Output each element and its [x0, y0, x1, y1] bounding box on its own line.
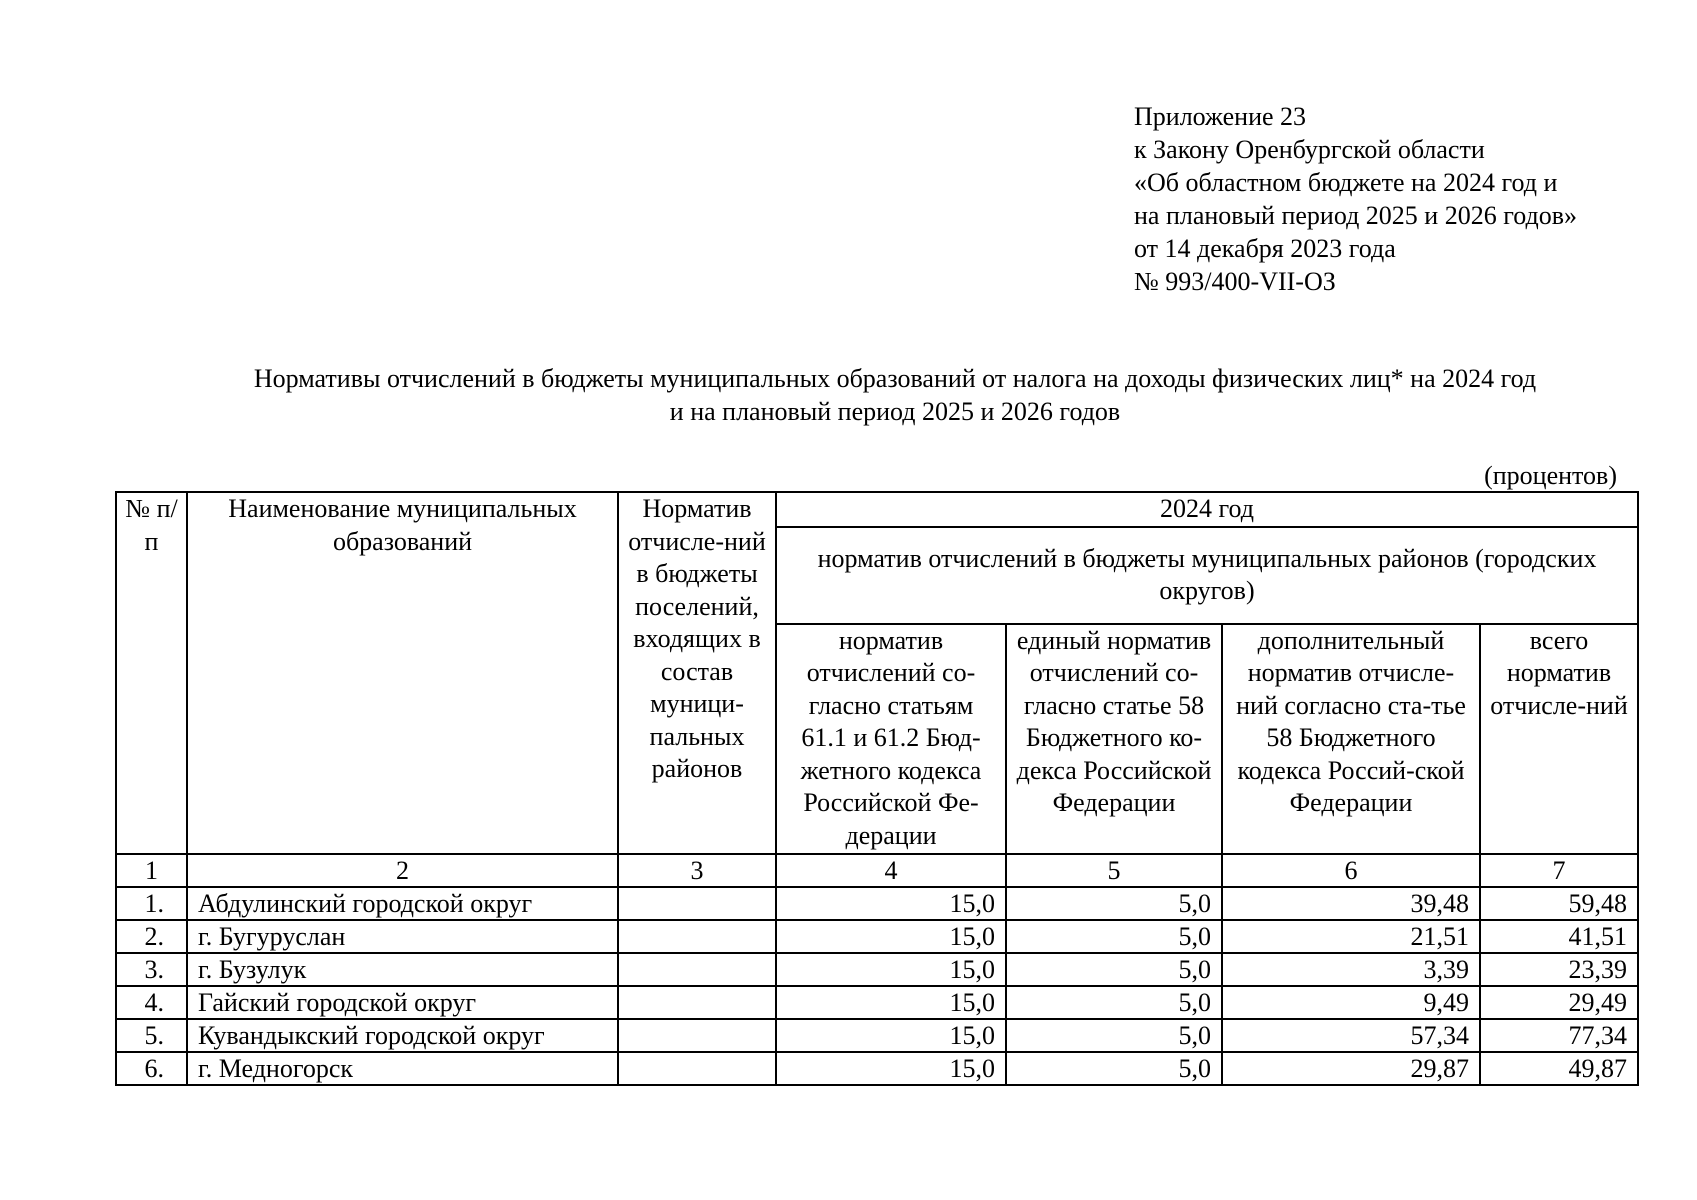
- total-value: 59,48: [1480, 887, 1638, 920]
- column-number: 3: [618, 854, 776, 887]
- table-row: [116, 1019, 1638, 1052]
- row-number: 6.: [116, 1052, 187, 1085]
- appendix-line: к Закону Оренбургской области: [1134, 135, 1485, 164]
- additional58-value: 39,48: [1222, 887, 1480, 920]
- municipality-name: Кувандыкский городской округ: [187, 1019, 618, 1052]
- total-value: 49,87: [1480, 1052, 1638, 1085]
- row-number: 3.: [116, 953, 187, 986]
- appendix-block: [1134, 100, 1577, 298]
- total-value: 23,39: [1480, 953, 1638, 986]
- additional58-value: 21,51: [1222, 920, 1480, 953]
- table-row: [116, 1052, 1638, 1085]
- municipality-name: г. Медногорск: [187, 1052, 618, 1085]
- single58-value: 5,0: [1006, 953, 1222, 986]
- municipality-name: г. Бугуруслан: [187, 920, 618, 953]
- table-row: [116, 887, 1638, 920]
- art611-value: 15,0: [776, 1019, 1006, 1052]
- column-number-row: [116, 854, 1638, 887]
- art611-value: 15,0: [776, 986, 1006, 1019]
- row-number: 4.: [116, 986, 187, 1019]
- header-settlements: Норматив отчисле-ний в бюджеты поселений, входящих в состав муници-пальных районов: [618, 492, 776, 854]
- single58-value: 5,0: [1006, 920, 1222, 953]
- column-number: 5: [1006, 854, 1222, 887]
- header-year: 2024 год: [776, 492, 1638, 527]
- column-number: 7: [1480, 854, 1638, 887]
- table-row: [116, 986, 1638, 1019]
- row-number: 5.: [116, 1019, 187, 1052]
- settlements-value: [618, 986, 776, 1019]
- header-art611: норматив отчислений со-гласно статьям 61.1 и 61.2 Бюд-жетного кодекса Российской Фе-дерации: [776, 624, 1006, 854]
- total-value: 41,51: [1480, 920, 1638, 953]
- column-number: 2: [187, 854, 618, 887]
- appendix-line: «Об областном бюджете на 2024 год и: [1134, 168, 1558, 197]
- norms-table: [115, 491, 1639, 1086]
- appendix-line: на плановый период 2025 и 2026 годов»: [1134, 201, 1577, 230]
- table-row: [116, 953, 1638, 986]
- settlements-value: [618, 1052, 776, 1085]
- total-value: 77,34: [1480, 1019, 1638, 1052]
- settlements-value: [618, 1019, 776, 1052]
- units-label: (процентов): [1484, 461, 1617, 490]
- additional58-value: 3,39: [1222, 953, 1480, 986]
- column-number: 6: [1222, 854, 1480, 887]
- column-number: 1: [116, 854, 187, 887]
- municipality-name: г. Бузулук: [187, 953, 618, 986]
- header-name: Наименование муниципальных образований: [187, 492, 618, 854]
- additional58-value: 9,49: [1222, 986, 1480, 1019]
- settlements-value: [618, 920, 776, 953]
- header-single58: единый норматив отчислений со-гласно статье 58 Бюджетного ко-декса Российской Федерации: [1006, 624, 1222, 854]
- total-value: 29,49: [1480, 986, 1638, 1019]
- additional58-value: 57,34: [1222, 1019, 1480, 1052]
- settlements-value: [618, 953, 776, 986]
- art611-value: 15,0: [776, 887, 1006, 920]
- column-number: 4: [776, 854, 1006, 887]
- municipality-name: Абдулинский городской округ: [187, 887, 618, 920]
- additional58-value: 29,87: [1222, 1052, 1480, 1085]
- row-number: 2.: [116, 920, 187, 953]
- appendix-line: Приложение 23: [1134, 102, 1307, 131]
- single58-value: 5,0: [1006, 1052, 1222, 1085]
- row-number: 1.: [116, 887, 187, 920]
- art611-value: 15,0: [776, 920, 1006, 953]
- single58-value: 5,0: [1006, 887, 1222, 920]
- header-num: № п/п: [116, 492, 187, 854]
- municipality-name: Гайский городской округ: [187, 986, 618, 1019]
- table-row: [116, 920, 1638, 953]
- art611-value: 15,0: [776, 1052, 1006, 1085]
- header-districts: норматив отчислений в бюджеты муниципальных районов (городских округов): [776, 527, 1638, 624]
- appendix-line: № 993/400-VII-ОЗ: [1134, 267, 1336, 296]
- settlements-value: [618, 887, 776, 920]
- document-title-line-2: и на плановый период 2025 и 2026 годов: [669, 397, 1121, 426]
- single58-value: 5,0: [1006, 1019, 1222, 1052]
- single58-value: 5,0: [1006, 986, 1222, 1019]
- document-title: [150, 362, 1640, 428]
- header-additional58: дополнительный норматив отчисле-ний согласно ста-тье 58 Бюджетного кодекса Россий-ской Федерации: [1222, 624, 1480, 854]
- header-total: всего норматив отчисле-ний: [1480, 624, 1638, 854]
- appendix-line: от 14 декабря 2023 года: [1134, 234, 1396, 263]
- document-title-line-1: Нормативы отчислений в бюджеты муниципальных образований от налога на доходы физических лиц* на 2024 год: [253, 364, 1537, 393]
- art611-value: 15,0: [776, 953, 1006, 986]
